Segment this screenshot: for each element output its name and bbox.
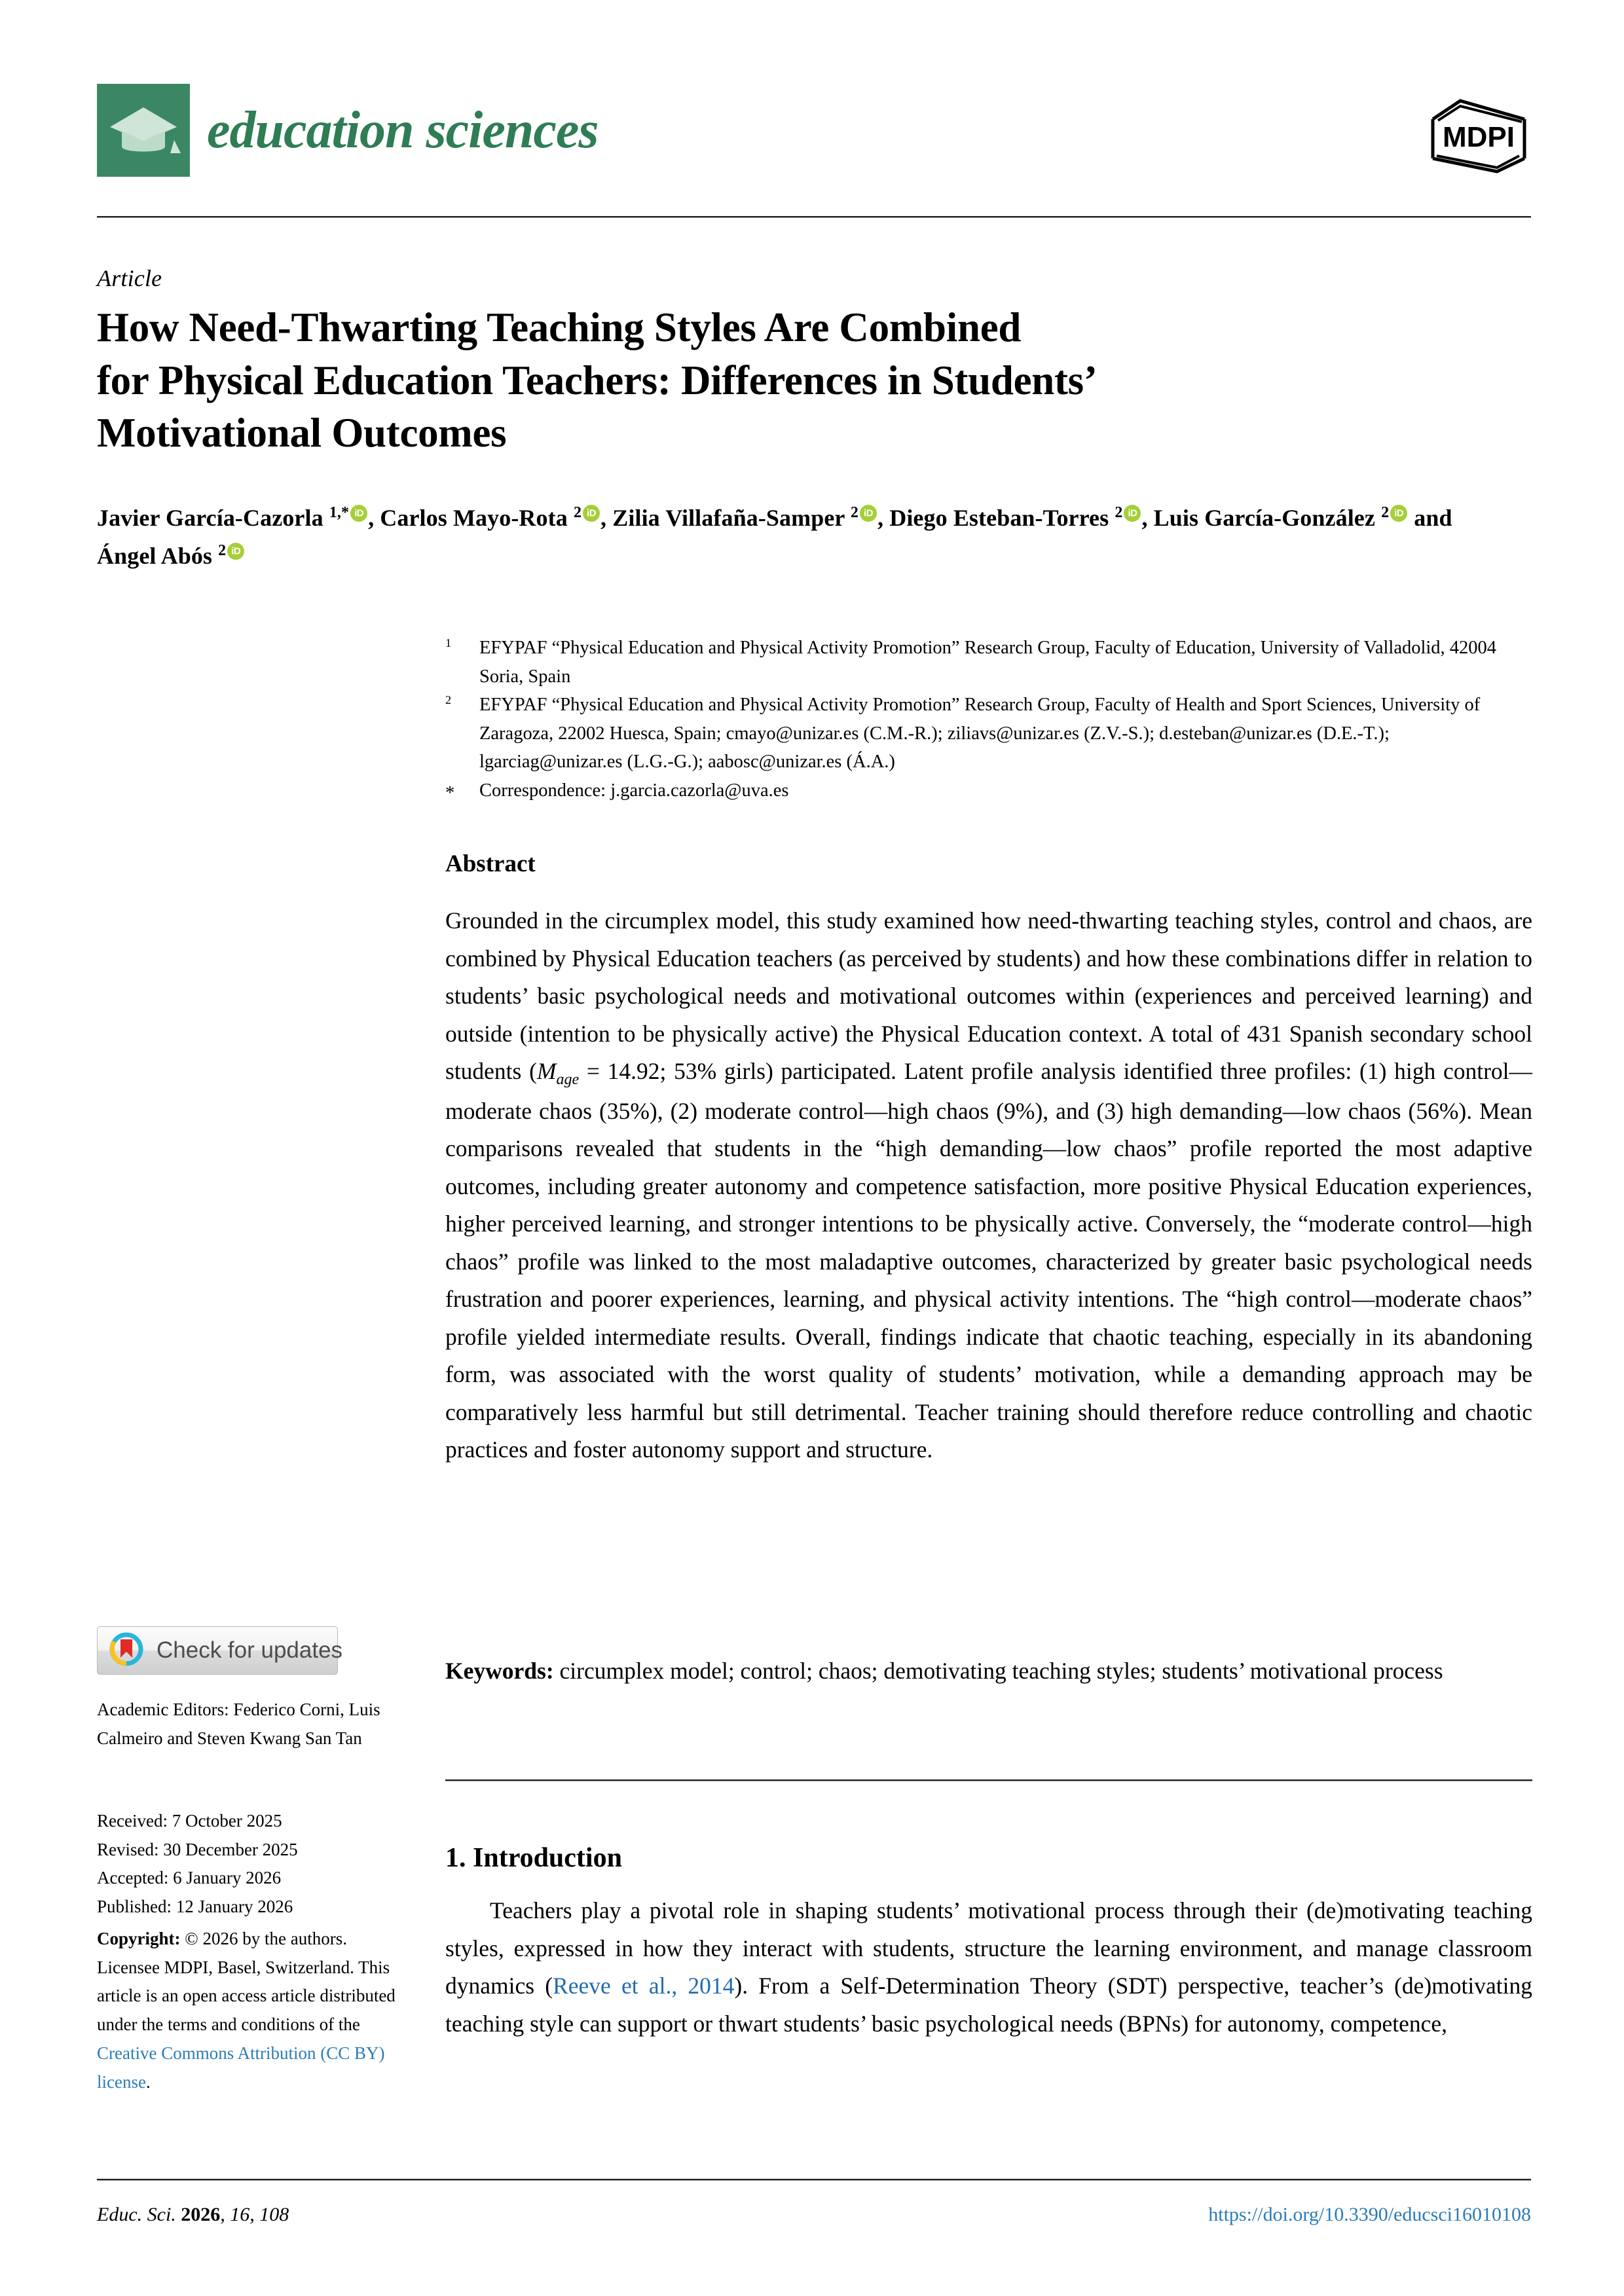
intro-text-b: ). From a Self-Determination Theory (SDT) perspective, teacher’s (de)motivating teaching style can support or thwart students’ basic psychological needs (BPNs) for autonomy, competence, [445, 1973, 1532, 2037]
author-separator: , [368, 505, 380, 531]
author-affiliation-marker: 2 [1381, 504, 1390, 521]
affiliation-row [445, 776, 1532, 808]
abstract-part-1: Grounded in the circumplex model, this study examined how need-thwarting teaching styles, control and chaos, are combined by Physical Education teachers (as perceived by students) and how these combinations differ in relation to students’ basic psychological needs and motivational outcomes within (experiences and perceived learning) and outside (intention to be physically active) the Physical Education context. A total of 431 Spanish secondary school students ( [445, 907, 1532, 1084]
citation-link-reeve-2014[interactable]: Reeve et al., 2014 [553, 1973, 735, 1999]
affiliation-text: Correspondence: j.garcia.cazorla@uva.es [479, 780, 789, 801]
mdpi-logo [1426, 96, 1531, 174]
cc-by-license-link[interactable]: Creative Commons Attribution (CC BY) license [97, 2043, 385, 2092]
title-line-1: How Need-Thwarting Teaching Styles Are Combined [97, 304, 1022, 350]
footer-page: , 108 [249, 2204, 289, 2225]
journal-title: education sciences [207, 101, 599, 159]
author-name: Ángel Abós [97, 543, 219, 570]
abstract-part-2: = 14.92; 53% girls) participated. Latent profile analysis identified three profiles: (1) high control—moderate chaos (35%), (2) moderate control—high chaos (9%), and (3) high demanding—low chaos (56%). Mean comparisons revealed that students in the “high demanding—low chaos” profile reported the most adaptive outcomes, including greater autonomy and competence satisfaction, more positive Physical Education experiences, higher perceived learning, and stronger intentions to be physically active. Conversely, the “moderate control—high chaos” profile was linked to the most maladaptive outcomes, characterized by greater basic psychological needs frustration and poorer experiences, learning, and physical activity intentions. The “high control—moderate chaos” profile yielded intermediate results. Overall, findings indicate that chaotic teaching, especially in its abandoning form, was associated with the worst quality of students’ motivation, while a demanding approach may be comparatively less harmful but still detrimental. Teacher training should therefore reduce controlling and chaotic practices and foster autonomy support and structure. [445, 1058, 1533, 1463]
orcid-icon[interactable] [860, 505, 877, 522]
svg-text:MDPI: MDPI [1443, 121, 1515, 153]
author-affiliation-marker: 2 [1115, 504, 1123, 521]
abstract-divider [445, 1779, 1532, 1781]
crossmark-icon [108, 1631, 145, 1671]
article-type-label: Article [97, 265, 162, 291]
author-name: Carlos Mayo-Rota [380, 505, 574, 531]
journal-masthead [97, 84, 1531, 172]
journal-logo [97, 84, 598, 177]
author-list [97, 499, 1452, 575]
orcid-icon[interactable] [583, 505, 600, 522]
affiliation-list [445, 634, 1532, 808]
m-subscript: age [556, 1071, 580, 1089]
keywords-label: Keywords: [445, 1658, 554, 1684]
author-affiliation-marker: 2 [573, 504, 582, 521]
page-title [97, 301, 1407, 460]
author-separator: and [1408, 505, 1452, 531]
title-line-3: Motivational Outcomes [97, 410, 507, 456]
publication-dates [97, 1807, 405, 1922]
check-for-updates-label: Check for updates [157, 1637, 343, 1663]
footer-journal: Educ. Sci. [97, 2204, 176, 2225]
author-affiliation-marker: 1,* [329, 504, 350, 521]
affiliation-text: EFYPAF “Physical Education and Physical Activity Promotion” Research Group, Faculty of Health and Sport Sciences, University of Zaragoza, 22002 Huesca, Spain; cmayo@unizar.es (C.M.-R.); ziliavs@unizar.es (Z.V.-S.); d.esteban@unizar.es (D.E.-T.); lgarciag@unizar.es (L.G.-G.); aabosc@unizar.es (Á.A.) [479, 695, 1481, 773]
affiliation-row [445, 634, 1532, 691]
affiliation-marker: 2 [445, 693, 452, 707]
orcid-icon[interactable] [1390, 505, 1407, 522]
academic-editors: Academic Editors: Federico Corni, Luis Calmeiro and Steven Kwang San Tan [97, 1700, 380, 1748]
abstract-text [445, 902, 1532, 1469]
publication-date-item: Published: 12 January 2026 [97, 1897, 293, 1917]
publication-date-item: Accepted: 6 January 2026 [97, 1868, 282, 1888]
author-separator: , [1141, 505, 1154, 531]
footer-doi-link[interactable]: https://doi.org/10.3390/educsci16010108 [1208, 2204, 1531, 2225]
affiliation-marker: 1 [445, 636, 452, 649]
graduation-cap-icon [97, 84, 190, 177]
copyright-label: Copyright: [97, 1929, 181, 1948]
author-affiliation-marker: 2 [218, 542, 227, 560]
affiliation-row [445, 691, 1532, 776]
check-for-updates-button[interactable] [97, 1626, 343, 1675]
publication-date-item: Received: 7 October 2025 [97, 1811, 282, 1831]
m-symbol: M [536, 1058, 557, 1084]
title-line-2: for Physical Education Teachers: Differences in Students’ [97, 357, 1098, 403]
author-name: Zilia Villafaña-Samper [612, 505, 851, 531]
introduction-paragraph [445, 1892, 1532, 2043]
footer-year: 2026 [181, 2204, 221, 2225]
header-divider [97, 216, 1531, 218]
keywords-block [445, 1652, 1532, 1690]
copyright-block [97, 1925, 410, 2096]
copyright-text: © 2026 by the authors. Licensee MDPI, Basel, Switzerland. This article is an open access article distributed under the terms and conditions of the [97, 1929, 396, 2035]
orcid-icon[interactable] [1124, 505, 1141, 522]
author-name: Diego Esteban-Torres [889, 505, 1115, 531]
intro-text-a: Teachers play a pivotal role in shaping students’ motivational process through their (de)motivating teaching styles, expressed in how they interact with students, structure the learning environment, and manage classroom dynamics ( [445, 1897, 1532, 1999]
footer-citation [97, 2204, 289, 2226]
section-heading-introduction: 1. Introduction [445, 1843, 622, 1873]
orcid-icon[interactable] [350, 505, 367, 522]
abstract-heading: Abstract [445, 850, 536, 877]
author-name: Javier García-Cazorla [97, 505, 329, 531]
author-name: Luis García-González [1153, 505, 1382, 531]
keywords-value: circumplex model; control; chaos; demotivating teaching styles; students’ motivational process [559, 1658, 1443, 1684]
author-separator: , [600, 505, 613, 531]
affiliation-text: EFYPAF “Physical Education and Physical Activity Promotion” Research Group, Faculty of Education, University of Valladolid, 42004 Soria, Spain [479, 638, 1497, 687]
orcid-icon[interactable] [227, 543, 244, 560]
author-affiliation-marker: 2 [850, 504, 859, 521]
footer-divider [97, 2179, 1531, 2181]
publication-date-item: Revised: 30 December 2025 [97, 1839, 298, 1859]
copyright-tail: . [145, 2071, 151, 2092]
affiliation-marker: * [445, 782, 455, 803]
footer-volume: , 16 [220, 2204, 250, 2225]
author-separator: , [877, 505, 890, 531]
